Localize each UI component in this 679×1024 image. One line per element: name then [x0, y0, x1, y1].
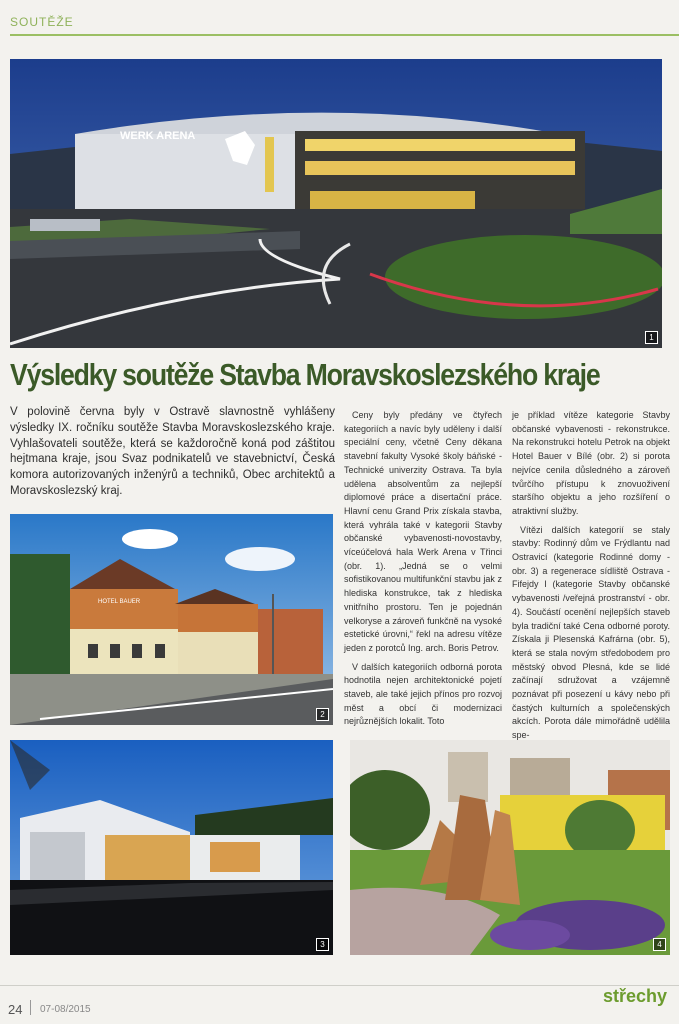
image-number: 4	[653, 938, 666, 951]
top-rule	[10, 34, 679, 36]
footer-rule	[0, 985, 679, 986]
column-paragraph: je příklad vítěze kategorie Stavby občanské vybavenosti - rekonstrukce. Na rekonstrukci hotelu Petrok na objekt Hotel Bauer v Bílé (obr. 2) si porota nejvíce cenila důsledného a zároveň tvůrčího přístupu k znovuoživení staršího objektu a jeho rozšíření o atraktivní služby.	[512, 410, 670, 516]
article-column-2	[344, 409, 502, 734]
photo-hotel-bauer	[10, 514, 333, 725]
article-lead: V polovině června byly v Ostravě slavnostně vyhlášeny výsledky IX. ročníku soutěže Stavba Moravskoslezského kraje. Vyhlašovateli soutěže, která se každoročně koná pod záštitou hejtmana kraje, jsou Svaz podnikatelů ve stavebnictví, Česká komora autorizovaných inženýrů a techniků, Obec architektů a Moravskoslezský kraj.	[10, 406, 335, 497]
image-number: 1	[645, 331, 658, 344]
photo-werk-arena	[10, 59, 662, 348]
image-number: 2	[316, 708, 329, 721]
photo-fifejdy-estate	[350, 740, 670, 955]
article-column-3	[512, 409, 670, 748]
issue-date: 07-08/2015	[40, 1004, 91, 1015]
column-paragraph: Vítězi dalších kategorií se staly stavby: Rodinný dům ve Frýdlantu nad Ostravicí (kategorie Rodinné domy - obr. 3) a regenerace sídliště Ostrava - Fifejdy I (kategorie Stavby občanské vybavenosti /veřejná prostranství - obr. 4). Součástí ocenění nejlepších staveb byla tradiční také Cena odborné poroty. Získala ji Plesenská Kafrárna (obr. 5), která se stala novým středobodem pro městský obvod Plesná, kde se lidé začínají sdružovat a vzájemně poznávat při posezení u kávy nebo při častých kulturních a společenských akcích. Porota dále mimořádně udělila spe-	[512, 524, 670, 741]
hotel-sign: HOTEL BAUER	[98, 599, 141, 605]
article-title: Výsledky soutěže Stavba Moravskoslezského kraje	[10, 357, 600, 392]
magazine-logo: střechy	[603, 986, 668, 1006]
image-number: 3	[316, 938, 329, 951]
page-number: 24	[8, 1002, 23, 1017]
column-paragraph: V dalších kategoriích odborná porota hodnotila nejen architektonické pojetí staveb, ale také jejich přínos pro rozvoj měst a obcí či modernizaci nejrůznějších lokalit. Toto	[344, 661, 502, 727]
section-tag: SOUTĚŽE	[10, 15, 74, 29]
column-paragraph: Ceny byly předány ve čtyřech kategoriích a navíc byly uděleny i další speciální ceny, včetně Ceny děkana stavební fakulty Vysoké školy báňské - Technické univerzity Ostrava. Ta byla udělena absolventům za nejlepší diplomové práce a disertační práce. Hlavní cenu Grand Prix získala stavba, která vyhrála také v kategorii Stavby občanské vybavenosti-novostavby, víceúčelová hala Werk Arena v Třinci (obr. 1). „Jedná se o velmi sofistikovanou multifunkční stavbu jak z hlediska konstrukce, tak z hlediska vnitřního prostoru. Ten je pojednán velkoryse a zároveň funkčně na vysoké estetické úrovni,“ řekl na adresu vítěze jeden z porotců Ing. arch. Boris Petrov.	[344, 410, 502, 653]
arena-sign: WERK ARENA	[120, 130, 196, 142]
photo-family-house	[10, 740, 333, 955]
footer-separator	[30, 1000, 31, 1015]
